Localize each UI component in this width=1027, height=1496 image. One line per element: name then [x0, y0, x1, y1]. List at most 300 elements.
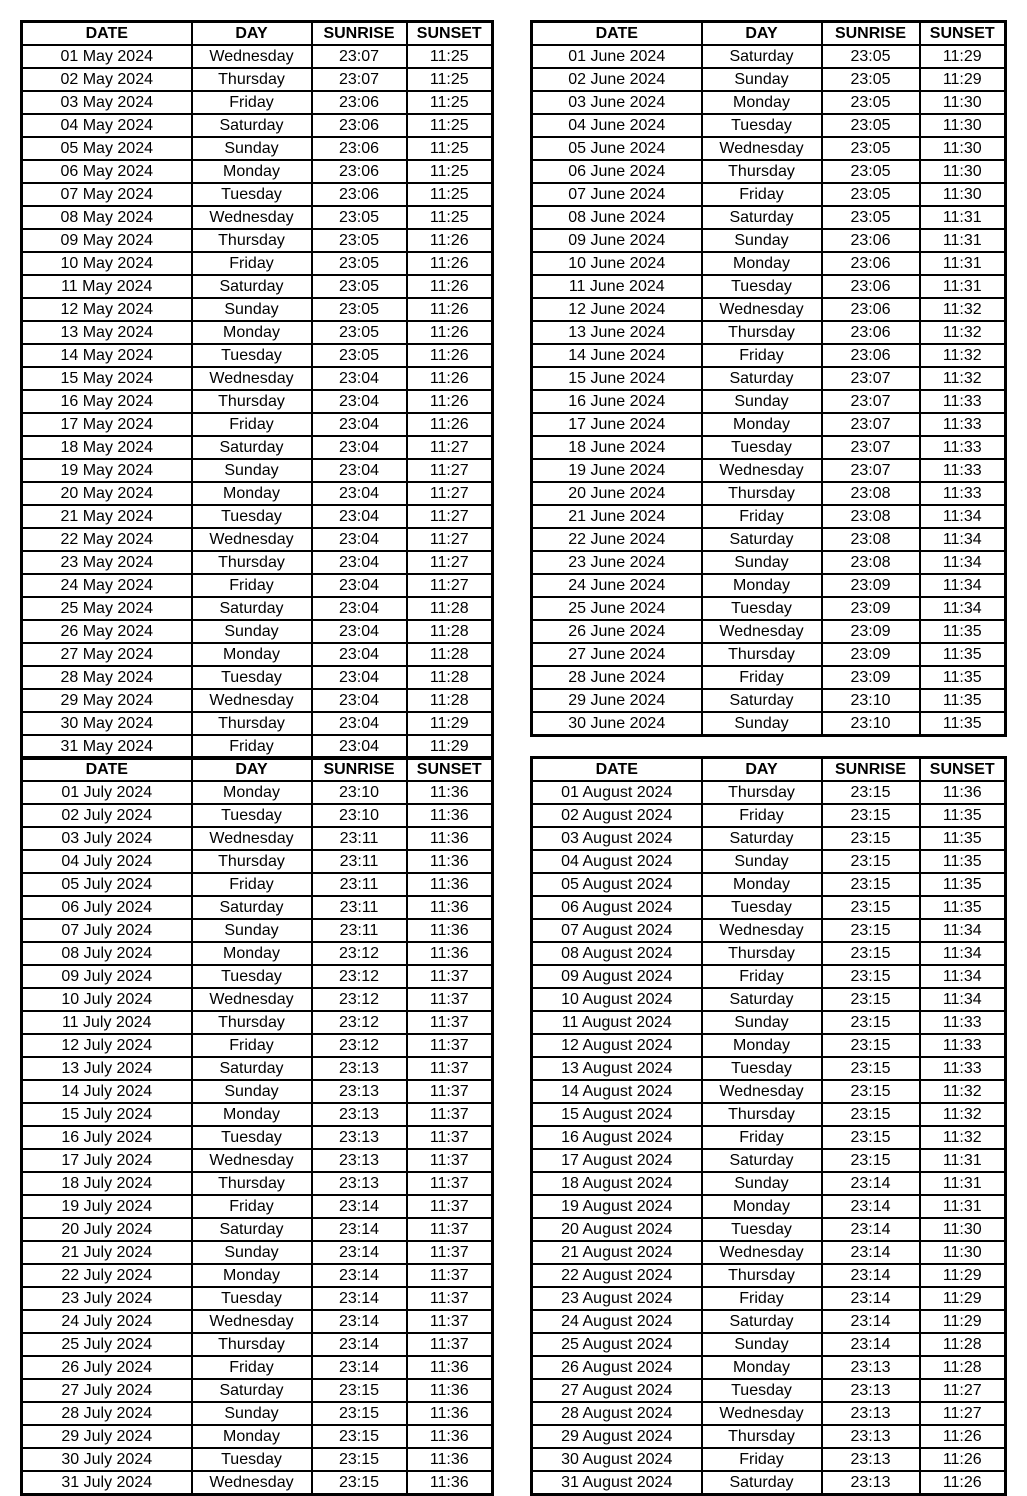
day-cell: Sunday	[192, 137, 312, 160]
date-cell: 05 June 2024	[532, 137, 702, 160]
sunrise-cell: 23:14	[822, 1218, 920, 1241]
date-cell: 10 May 2024	[22, 252, 192, 275]
table-row	[532, 137, 1006, 160]
date-cell: 06 August 2024	[532, 896, 702, 919]
sunrise-cell: 23:07	[822, 459, 920, 482]
sunrise-cell: 23:10	[312, 804, 407, 827]
sunrise-cell: 23:06	[312, 160, 407, 183]
sunset-cell: 11:37	[407, 1080, 493, 1103]
day-header: DAY	[702, 758, 822, 782]
sunset-cell: 11:27	[407, 574, 493, 597]
day-cell: Monday	[192, 643, 312, 666]
date-cell: 15 August 2024	[532, 1103, 702, 1126]
sunrise-cell: 23:14	[312, 1241, 407, 1264]
sunset-cell: 11:36	[920, 781, 1006, 804]
sunrise-cell: 23:04	[312, 551, 407, 574]
date-cell: 15 June 2024	[532, 367, 702, 390]
date-cell: 18 June 2024	[532, 436, 702, 459]
day-cell: Friday	[702, 505, 822, 528]
date-header: DATE	[532, 22, 702, 46]
sunset-cell: 11:29	[920, 68, 1006, 91]
table-row	[22, 1333, 493, 1356]
sunrise-cell: 23:09	[822, 597, 920, 620]
sunrise-cell: 23:15	[822, 1011, 920, 1034]
date-cell: 08 June 2024	[532, 206, 702, 229]
day-cell: Monday	[702, 91, 822, 114]
sunset-cell: 11:37	[407, 1126, 493, 1149]
sunset-cell: 11:37	[407, 1103, 493, 1126]
sunrise-cell: 23:04	[312, 620, 407, 643]
date-cell: 22 August 2024	[532, 1264, 702, 1287]
date-header: DATE	[22, 22, 192, 46]
day-cell: Wednesday	[192, 827, 312, 850]
date-cell: 23 May 2024	[22, 551, 192, 574]
date-cell: 24 July 2024	[22, 1310, 192, 1333]
date-header: DATE	[22, 758, 192, 782]
sunrise-cell: 23:15	[822, 804, 920, 827]
sunset-cell: 11:37	[407, 965, 493, 988]
table-row	[532, 459, 1006, 482]
sunrise-cell: 23:15	[822, 1057, 920, 1080]
day-cell: Tuesday	[702, 1379, 822, 1402]
sunrise-cell: 23:14	[312, 1310, 407, 1333]
table-row	[22, 367, 493, 390]
day-cell: Saturday	[192, 1057, 312, 1080]
day-cell: Wednesday	[702, 1241, 822, 1264]
date-cell: 26 May 2024	[22, 620, 192, 643]
day-cell: Saturday	[192, 896, 312, 919]
day-cell: Tuesday	[702, 436, 822, 459]
day-cell: Sunday	[702, 390, 822, 413]
sunrise-cell: 23:09	[822, 666, 920, 689]
sunset-cell: 11:36	[407, 827, 493, 850]
sunrise-cell: 23:04	[312, 643, 407, 666]
day-cell: Thursday	[192, 229, 312, 252]
table-row	[22, 1264, 493, 1287]
sunset-header: SUNSET	[920, 758, 1006, 782]
date-cell: 19 August 2024	[532, 1195, 702, 1218]
sunrise-cell: 23:15	[822, 781, 920, 804]
sunset-cell: 11:27	[407, 551, 493, 574]
sunrise-cell: 23:05	[822, 160, 920, 183]
day-cell: Sunday	[192, 620, 312, 643]
day-cell: Wednesday	[192, 206, 312, 229]
sunset-cell: 11:31	[920, 1195, 1006, 1218]
date-cell: 17 May 2024	[22, 413, 192, 436]
sunrise-cell: 23:04	[312, 666, 407, 689]
table-row	[22, 114, 493, 137]
sunrise-cell: 23:05	[822, 91, 920, 114]
date-cell: 03 August 2024	[532, 827, 702, 850]
sunrise-cell: 23:14	[822, 1172, 920, 1195]
sunrise-cell: 23:14	[822, 1333, 920, 1356]
sunset-cell: 11:35	[920, 712, 1006, 736]
day-cell: Sunday	[192, 459, 312, 482]
sunset-cell: 11:26	[407, 390, 493, 413]
sunrise-header: SUNRISE	[822, 758, 920, 782]
table-row	[22, 1425, 493, 1448]
table-row	[532, 344, 1006, 367]
sunset-cell: 11:29	[920, 45, 1006, 68]
date-cell: 09 May 2024	[22, 229, 192, 252]
sunrise-cell: 23:06	[822, 298, 920, 321]
table-row	[532, 1356, 1006, 1379]
date-cell: 23 July 2024	[22, 1287, 192, 1310]
table-row	[532, 1034, 1006, 1057]
table-row	[22, 1057, 493, 1080]
day-cell: Friday	[702, 1287, 822, 1310]
sunrise-cell: 23:15	[822, 1103, 920, 1126]
day-cell: Wednesday	[702, 298, 822, 321]
table-row	[532, 275, 1006, 298]
table-row	[22, 1402, 493, 1425]
sunrise-cell: 23:06	[822, 344, 920, 367]
table-row	[22, 45, 493, 68]
table-row	[22, 804, 493, 827]
sunrise-cell: 23:13	[312, 1057, 407, 1080]
sunset-cell: 11:36	[407, 1402, 493, 1425]
date-cell: 08 May 2024	[22, 206, 192, 229]
sunrise-cell: 23:06	[312, 183, 407, 206]
date-cell: 26 August 2024	[532, 1356, 702, 1379]
august-table	[530, 756, 1007, 1496]
date-cell: 02 May 2024	[22, 68, 192, 91]
date-cell: 15 May 2024	[22, 367, 192, 390]
sunset-cell: 11:26	[407, 298, 493, 321]
date-cell: 01 May 2024	[22, 45, 192, 68]
day-cell: Saturday	[702, 206, 822, 229]
date-cell: 07 August 2024	[532, 919, 702, 942]
sunrise-cell: 23:05	[312, 229, 407, 252]
day-cell: Saturday	[192, 436, 312, 459]
day-cell: Monday	[192, 482, 312, 505]
sunset-cell: 11:31	[920, 1149, 1006, 1172]
day-cell: Monday	[192, 942, 312, 965]
day-cell: Thursday	[702, 160, 822, 183]
table-row	[22, 942, 493, 965]
date-cell: 26 June 2024	[532, 620, 702, 643]
day-cell: Monday	[702, 413, 822, 436]
day-cell: Monday	[192, 321, 312, 344]
table-row	[532, 804, 1006, 827]
sunrise-cell: 23:14	[312, 1218, 407, 1241]
sunrise-cell: 23:04	[312, 574, 407, 597]
sunset-cell: 11:34	[920, 942, 1006, 965]
day-cell: Wednesday	[702, 137, 822, 160]
sunset-cell: 11:34	[920, 505, 1006, 528]
sunrise-cell: 23:05	[822, 183, 920, 206]
sunrise-cell: 23:15	[822, 873, 920, 896]
table-row	[532, 873, 1006, 896]
day-cell: Friday	[702, 666, 822, 689]
day-cell: Saturday	[702, 827, 822, 850]
sunset-cell: 11:37	[407, 1149, 493, 1172]
table-row	[532, 643, 1006, 666]
table-header-row	[532, 758, 1006, 782]
sunset-cell: 11:35	[920, 804, 1006, 827]
date-cell: 28 July 2024	[22, 1402, 192, 1425]
table-row	[22, 1103, 493, 1126]
day-cell: Thursday	[192, 850, 312, 873]
date-cell: 14 July 2024	[22, 1080, 192, 1103]
date-cell: 25 August 2024	[532, 1333, 702, 1356]
table-row	[22, 137, 493, 160]
sunset-cell: 11:32	[920, 1126, 1006, 1149]
sunrise-cell: 23:06	[822, 252, 920, 275]
sunset-cell: 11:34	[920, 597, 1006, 620]
sunset-cell: 11:29	[920, 1310, 1006, 1333]
sunset-cell: 11:33	[920, 482, 1006, 505]
sunrise-cell: 23:07	[822, 413, 920, 436]
date-cell: 21 June 2024	[532, 505, 702, 528]
sunset-cell: 11:36	[407, 1471, 493, 1495]
date-cell: 24 June 2024	[532, 574, 702, 597]
date-cell: 19 May 2024	[22, 459, 192, 482]
sunset-cell: 11:31	[920, 275, 1006, 298]
table-row	[22, 551, 493, 574]
day-cell: Saturday	[192, 597, 312, 620]
day-cell: Tuesday	[702, 896, 822, 919]
sunrise-cell: 23:11	[312, 850, 407, 873]
day-cell: Tuesday	[192, 804, 312, 827]
sunset-cell: 11:37	[407, 1057, 493, 1080]
table-row	[532, 1172, 1006, 1195]
day-cell: Tuesday	[702, 1218, 822, 1241]
sunrise-cell: 23:04	[312, 505, 407, 528]
day-cell: Thursday	[192, 712, 312, 735]
day-cell: Tuesday	[192, 666, 312, 689]
day-cell: Thursday	[192, 68, 312, 91]
date-cell: 20 May 2024	[22, 482, 192, 505]
table-row	[22, 482, 493, 505]
date-cell: 10 June 2024	[532, 252, 702, 275]
day-cell: Thursday	[702, 1264, 822, 1287]
sunset-cell: 11:37	[407, 1287, 493, 1310]
date-cell: 03 May 2024	[22, 91, 192, 114]
date-header: DATE	[532, 758, 702, 782]
date-cell: 10 July 2024	[22, 988, 192, 1011]
sunrise-cell: 23:14	[822, 1287, 920, 1310]
table-row	[22, 206, 493, 229]
date-cell: 16 August 2024	[532, 1126, 702, 1149]
day-cell: Thursday	[192, 1172, 312, 1195]
day-cell: Tuesday	[192, 183, 312, 206]
day-cell: Sunday	[192, 919, 312, 942]
sunset-cell: 11:37	[407, 1011, 493, 1034]
date-cell: 27 June 2024	[532, 643, 702, 666]
table-row	[532, 436, 1006, 459]
sunrise-cell: 23:13	[312, 1172, 407, 1195]
may-table	[20, 20, 494, 760]
table-row	[532, 1126, 1006, 1149]
sunset-cell: 11:32	[920, 298, 1006, 321]
day-header: DAY	[702, 22, 822, 46]
sunset-cell: 11:32	[920, 321, 1006, 344]
sunrise-cell: 23:13	[822, 1402, 920, 1425]
sunrise-cell: 23:11	[312, 827, 407, 850]
sunset-cell: 11:33	[920, 1034, 1006, 1057]
day-cell: Wednesday	[702, 919, 822, 942]
day-cell: Saturday	[702, 1310, 822, 1333]
date-cell: 11 August 2024	[532, 1011, 702, 1034]
date-cell: 05 July 2024	[22, 873, 192, 896]
sunrise-cell: 23:06	[822, 275, 920, 298]
table-body	[532, 781, 1006, 1495]
day-cell: Monday	[192, 1264, 312, 1287]
sunrise-cell: 23:13	[312, 1149, 407, 1172]
day-cell: Tuesday	[192, 344, 312, 367]
sunrise-cell: 23:12	[312, 1011, 407, 1034]
date-cell: 09 August 2024	[532, 965, 702, 988]
day-cell: Thursday	[702, 781, 822, 804]
sunrise-cell: 23:12	[312, 965, 407, 988]
day-cell: Friday	[702, 1448, 822, 1471]
day-cell: Sunday	[702, 712, 822, 736]
sunrise-cell: 23:15	[822, 988, 920, 1011]
sunset-cell: 11:26	[920, 1425, 1006, 1448]
sunset-cell: 11:30	[920, 183, 1006, 206]
table-row	[532, 850, 1006, 873]
table-row	[22, 298, 493, 321]
day-cell: Friday	[192, 252, 312, 275]
sunset-header: SUNSET	[407, 758, 493, 782]
sunrise-cell: 23:06	[312, 114, 407, 137]
table-row	[532, 827, 1006, 850]
sunset-cell: 11:35	[920, 873, 1006, 896]
june-table	[530, 20, 1007, 737]
date-cell: 30 August 2024	[532, 1448, 702, 1471]
table-row	[532, 321, 1006, 344]
sunrise-cell: 23:13	[312, 1103, 407, 1126]
table-row	[532, 68, 1006, 91]
sunrise-cell: 23:13	[822, 1448, 920, 1471]
sunset-cell: 11:31	[920, 206, 1006, 229]
table-row	[22, 643, 493, 666]
date-cell: 31 July 2024	[22, 1471, 192, 1495]
table-row	[22, 1310, 493, 1333]
date-cell: 28 May 2024	[22, 666, 192, 689]
sunrise-cell: 23:13	[312, 1080, 407, 1103]
table-row	[532, 413, 1006, 436]
july-table	[20, 756, 494, 1496]
day-cell: Sunday	[702, 1011, 822, 1034]
date-cell: 29 June 2024	[532, 689, 702, 712]
date-cell: 13 July 2024	[22, 1057, 192, 1080]
date-cell: 31 May 2024	[22, 735, 192, 759]
sunrise-cell: 23:12	[312, 988, 407, 1011]
sunrise-cell: 23:12	[312, 942, 407, 965]
day-cell: Sunday	[702, 1333, 822, 1356]
day-cell: Thursday	[192, 390, 312, 413]
table-row	[532, 1195, 1006, 1218]
sunrise-cell: 23:04	[312, 597, 407, 620]
sunset-cell: 11:26	[407, 252, 493, 275]
table-row	[532, 781, 1006, 804]
sunset-cell: 11:28	[407, 643, 493, 666]
date-cell: 04 May 2024	[22, 114, 192, 137]
table-row	[22, 597, 493, 620]
sunset-cell: 11:27	[920, 1379, 1006, 1402]
sunrise-cell: 23:15	[312, 1402, 407, 1425]
table-header-row	[22, 22, 493, 46]
sunrise-cell: 23:07	[822, 390, 920, 413]
sunset-cell: 11:25	[407, 206, 493, 229]
table-row	[22, 620, 493, 643]
day-cell: Thursday	[192, 1333, 312, 1356]
date-cell: 18 May 2024	[22, 436, 192, 459]
day-cell: Sunday	[192, 298, 312, 321]
day-cell: Friday	[192, 574, 312, 597]
sunrise-cell: 23:13	[822, 1425, 920, 1448]
sunset-cell: 11:26	[407, 413, 493, 436]
table-row	[22, 91, 493, 114]
day-cell: Sunday	[702, 1172, 822, 1195]
sunset-cell: 11:26	[407, 229, 493, 252]
sunrise-cell: 23:15	[312, 1448, 407, 1471]
sunset-cell: 11:25	[407, 114, 493, 137]
sunset-cell: 11:34	[920, 919, 1006, 942]
table-row	[22, 1448, 493, 1471]
table-row	[22, 1356, 493, 1379]
table-row	[532, 91, 1006, 114]
day-cell: Tuesday	[192, 1287, 312, 1310]
date-cell: 11 May 2024	[22, 275, 192, 298]
day-cell: Wednesday	[192, 689, 312, 712]
sunset-cell: 11:32	[920, 1103, 1006, 1126]
date-cell: 03 June 2024	[532, 91, 702, 114]
day-cell: Tuesday	[192, 505, 312, 528]
day-cell: Saturday	[702, 1471, 822, 1495]
sunset-cell: 11:37	[407, 1241, 493, 1264]
table-row	[22, 1218, 493, 1241]
date-cell: 27 May 2024	[22, 643, 192, 666]
sunset-cell: 11:27	[407, 528, 493, 551]
sunset-cell: 11:37	[407, 1034, 493, 1057]
date-cell: 07 June 2024	[532, 183, 702, 206]
day-cell: Monday	[702, 574, 822, 597]
day-cell: Tuesday	[192, 1126, 312, 1149]
date-cell: 20 June 2024	[532, 482, 702, 505]
date-cell: 14 August 2024	[532, 1080, 702, 1103]
sunset-cell: 11:37	[407, 1195, 493, 1218]
sunset-cell: 11:26	[407, 367, 493, 390]
sunrise-cell: 23:07	[822, 367, 920, 390]
table-header-row	[532, 22, 1006, 46]
table-row	[22, 160, 493, 183]
table-row	[22, 1379, 493, 1402]
sunset-cell: 11:27	[407, 436, 493, 459]
day-cell: Thursday	[702, 942, 822, 965]
table-row	[22, 1034, 493, 1057]
sunset-cell: 11:25	[407, 68, 493, 91]
day-cell: Sunday	[192, 1241, 312, 1264]
day-cell: Sunday	[702, 229, 822, 252]
sunset-cell: 11:34	[920, 988, 1006, 1011]
table-row	[532, 919, 1006, 942]
table-row	[22, 528, 493, 551]
sunset-cell: 11:35	[920, 689, 1006, 712]
sunrise-header: SUNRISE	[822, 22, 920, 46]
sunrise-cell: 23:08	[822, 528, 920, 551]
sunset-cell: 11:33	[920, 459, 1006, 482]
sunset-cell: 11:28	[407, 666, 493, 689]
date-cell: 22 June 2024	[532, 528, 702, 551]
table-row	[532, 1011, 1006, 1034]
table-row	[22, 1241, 493, 1264]
day-cell: Friday	[192, 1356, 312, 1379]
sunset-cell: 11:25	[407, 137, 493, 160]
sunrise-cell: 23:15	[312, 1425, 407, 1448]
